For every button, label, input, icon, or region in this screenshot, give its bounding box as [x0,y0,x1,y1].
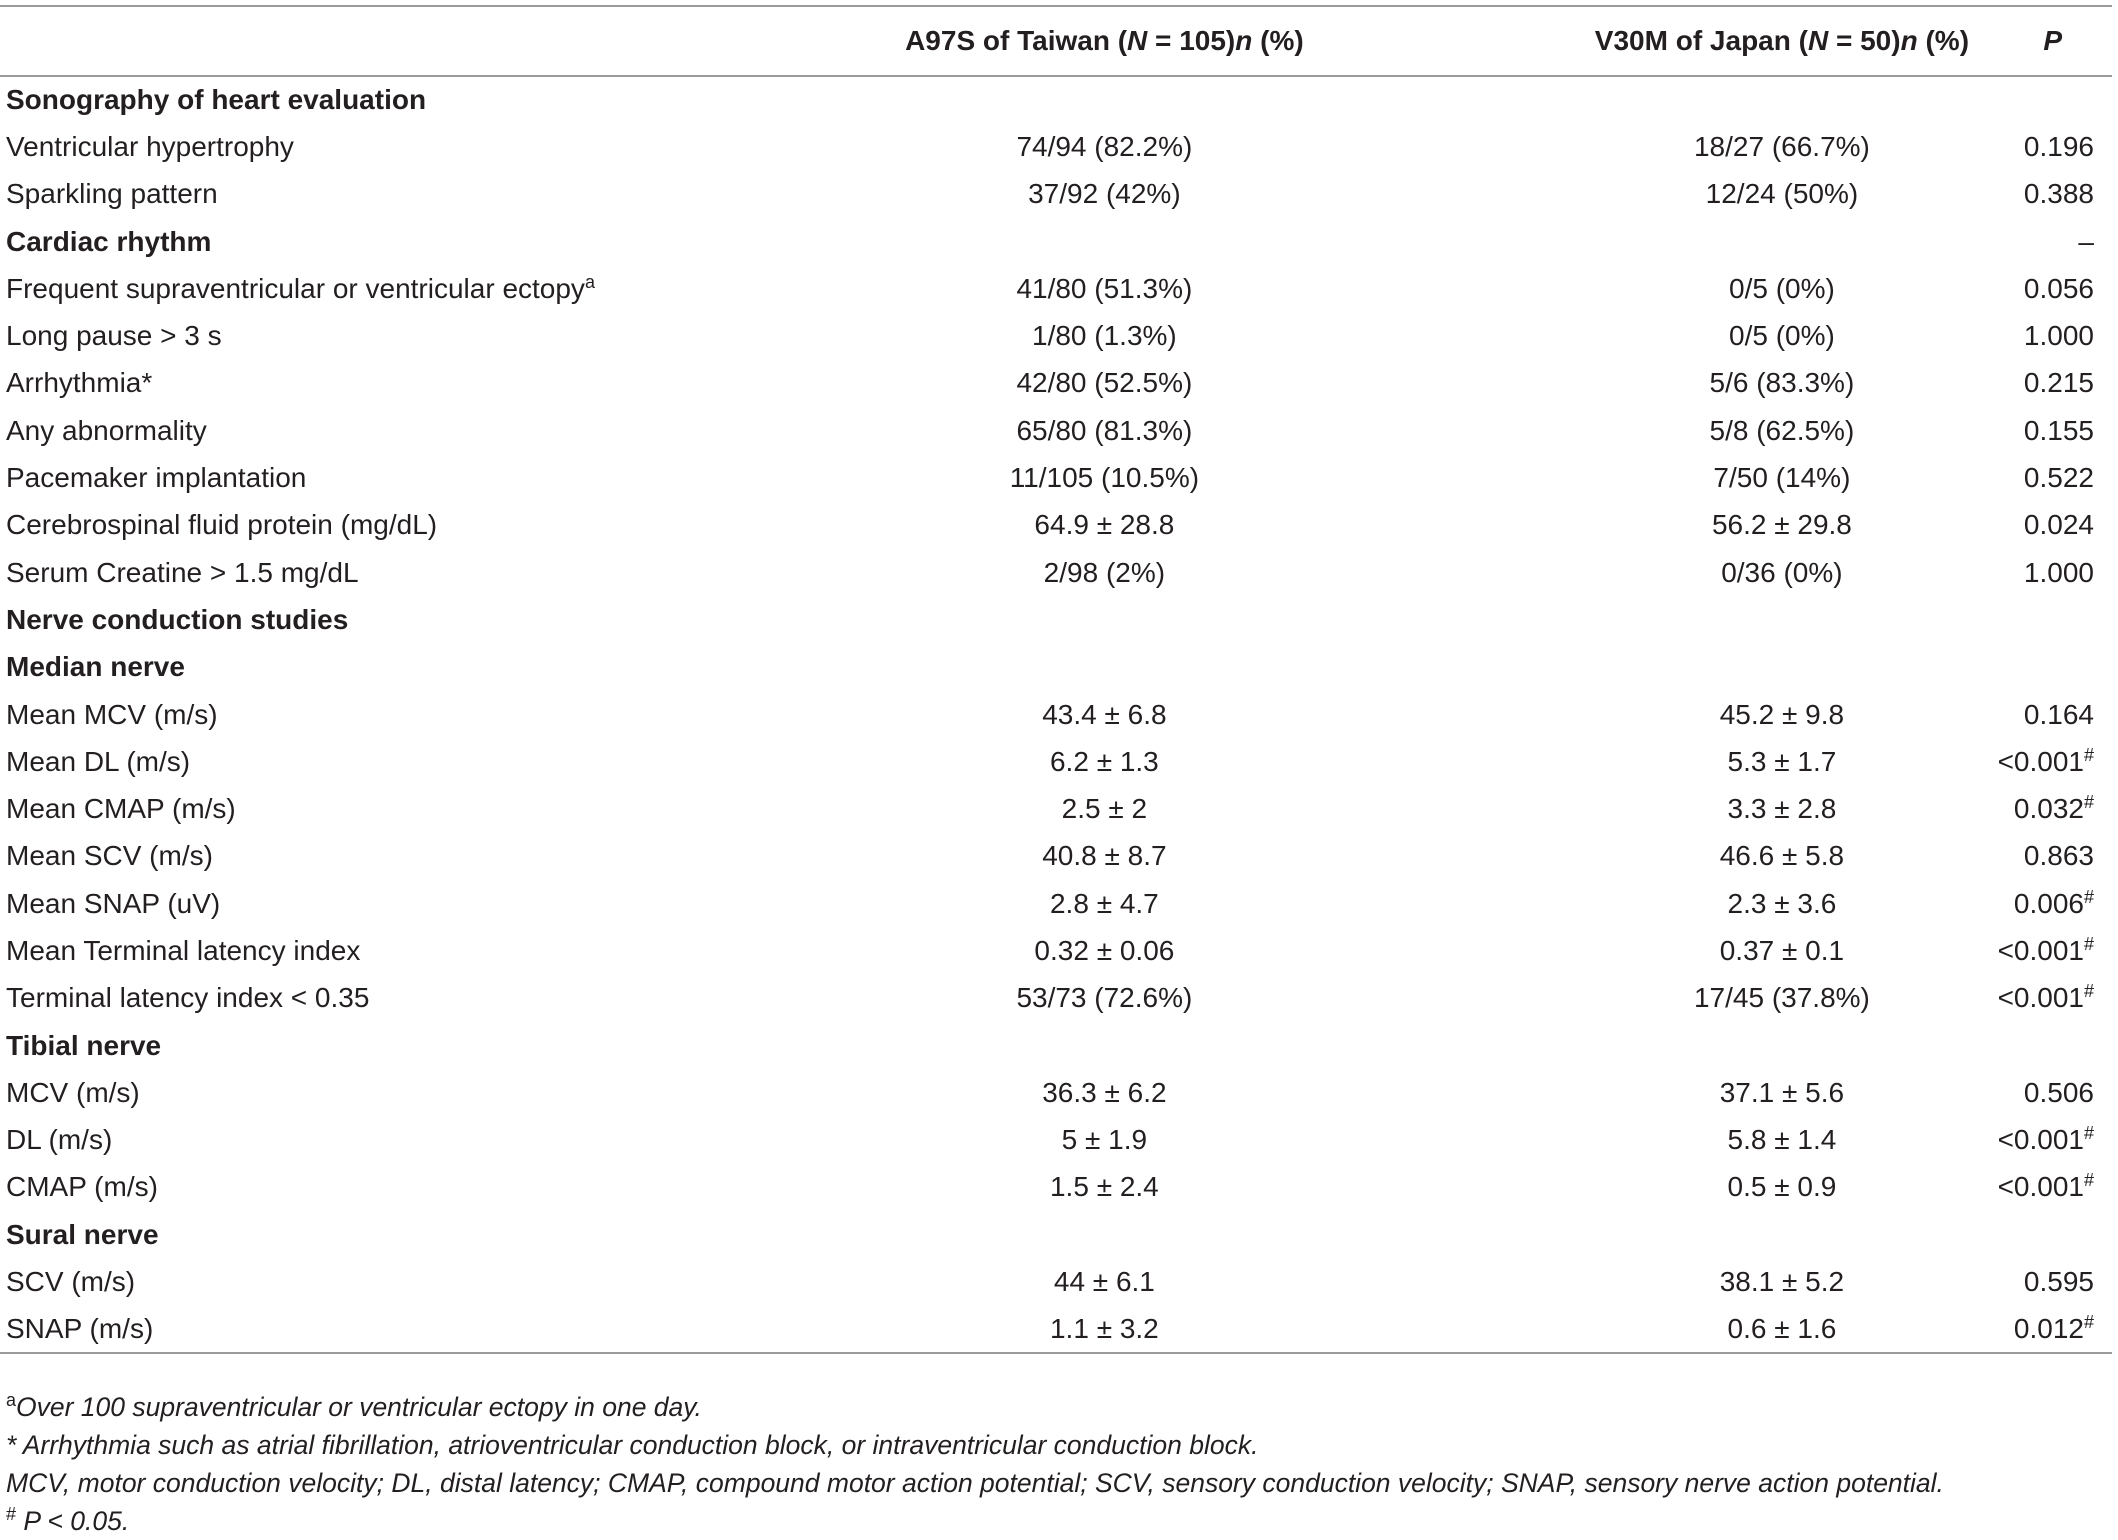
section-heading [0,596,643,643]
p-value-text: 1.000 [2023,556,2094,588]
japan-value: 38.1 ± 5.2 [1719,1266,1845,1298]
header-p-text: P [2043,25,2062,56]
row-label-text: Cardiac rhythm [6,225,212,257]
p-value [1998,1022,2112,1069]
section-row [0,1022,2112,1069]
row-label-text: Sparkling pattern [6,178,218,210]
table-row [0,171,2112,218]
footnote-marker: a [6,1390,17,1410]
p-value [1998,312,2112,359]
japan-value: 18/27 (66.7%) [1693,130,1870,162]
footnote-marker: a [584,271,595,292]
significance-marker: # [2083,1123,2094,1144]
p-value [1998,171,2112,218]
p-value [1998,927,2112,974]
taiwan-value [643,644,1447,691]
section-heading [0,1022,643,1069]
japan-value: 17/45 (37.8%) [1693,982,1870,1014]
table-footnotes [6,1388,1944,1540]
taiwan-value: 37/92 (42%) [1028,178,1181,210]
taiwan-value: 11/105 (10.5%) [1009,462,1200,494]
results-table [0,5,2112,1354]
footnote-text: Over 100 supraventricular or ventricular ectopy in one day. [16,1392,702,1422]
p-value [1998,218,2112,265]
p-value-text: 0.506 [2023,1076,2094,1108]
significance-marker: # [2083,744,2094,765]
p-value [1998,596,2112,643]
p-value-text: 0.155 [2023,414,2094,446]
japan-value [1446,218,1997,265]
p-value [1998,549,2112,596]
row-label [0,738,643,785]
taiwan-value: 42/80 (52.5%) [1016,367,1193,399]
taiwan-value [643,1022,1447,1069]
row-label [0,123,643,170]
row-label [0,785,643,832]
p-value [1998,360,2112,407]
japan-value: 5.8 ± 1.4 [1727,1124,1837,1156]
taiwan-value: 5 ± 1.9 [1061,1124,1148,1156]
table-row [0,691,2112,738]
taiwan-value: 44 ± 6.1 [1053,1266,1155,1298]
section-row [0,596,2112,643]
p-value-text: 1.000 [2023,320,2094,352]
table-header [0,6,2112,76]
japan-value: 12/24 (50%) [1705,178,1859,210]
japan-value [1446,1211,1997,1258]
p-value-text: 0.388 [2023,178,2094,210]
japan-value [1446,596,1997,643]
row-label-text: Sonography of heart evaluation [6,84,427,116]
row-label-text: Mean MCV (m/s) [6,698,218,730]
row-label [0,502,643,549]
row-label [0,549,643,596]
footnote-marker: # [6,1504,17,1524]
p-value [1998,1258,2112,1305]
taiwan-value: 1.5 ± 2.4 [1049,1171,1159,1203]
taiwan-value [643,1211,1447,1258]
p-value-text: 0.032 [2013,793,2084,825]
p-value [1998,123,2112,170]
section-heading [0,218,643,265]
taiwan-value: 74/94 (82.2%) [1016,130,1193,162]
taiwan-value: 2/98 (2%) [1043,556,1166,588]
taiwan-value: 2.5 ± 2 [1061,793,1148,825]
japan-value: 7/50 (14%) [1713,462,1851,494]
significance-marker: # [2083,1170,2094,1191]
footnote-text: MCV, motor conduction velocity; DL, distal latency; CMAP, compound motor action potential; SCV, sensory conduction velocity; SNAP, sensory nerve action potential. [6,1468,1944,1498]
p-value [1998,975,2112,1022]
row-label-text: Mean Terminal latency index [6,934,361,966]
row-label-text: Sural nerve [6,1218,159,1250]
table-row [0,549,2112,596]
p-value [1998,1069,2112,1116]
section-heading [0,1211,643,1258]
p-value [1998,1164,2112,1211]
taiwan-value: 2.8 ± 4.7 [1049,887,1159,919]
japan-value [1446,1022,1997,1069]
taiwan-value [643,218,1447,265]
row-label-text: Mean SNAP (uV) [6,887,221,919]
row-label [0,312,643,359]
p-value [1998,265,2112,312]
p-value-text: 0.012 [2013,1312,2084,1344]
p-value-text: <0.001 [1997,934,2084,966]
row-label-text: Long pause > 3 s [6,320,222,352]
header-japan-column [1446,6,1997,76]
section-row [0,644,2112,691]
p-value-text: <0.001 [1997,745,2084,777]
table-row [0,1306,2112,1353]
japan-value: 2.3 ± 3.6 [1727,887,1837,919]
row-label-text: Ventricular hypertrophy [6,130,294,162]
section-heading [0,644,643,691]
p-value [1998,833,2112,880]
table-row [0,454,2112,501]
p-value [1998,407,2112,454]
row-label [0,1117,643,1164]
taiwan-value: 40.8 ± 8.7 [1042,840,1167,872]
row-label-text: SNAP (m/s) [6,1312,154,1344]
row-label-text: Frequent supraventricular or ventricular ectopy [6,272,585,304]
row-label [0,407,643,454]
row-label [0,833,643,880]
p-value [1998,1117,2112,1164]
significance-marker: # [2083,886,2094,907]
row-label-text: Mean DL (m/s) [6,745,191,777]
taiwan-value: 0.32 ± 0.06 [1034,934,1175,966]
row-label [0,360,643,407]
row-label [0,1306,643,1353]
table-row [0,312,2112,359]
japan-value: 45.2 ± 9.8 [1719,698,1845,730]
row-label-text: Terminal latency index < 0.35 [6,982,370,1014]
p-value-text: 0.215 [2023,367,2094,399]
table-row [0,123,2112,170]
japan-value: 0.5 ± 0.9 [1727,1171,1837,1203]
table-row [0,1069,2112,1116]
row-label-text: Median nerve [6,651,185,683]
row-label [0,265,643,312]
table-row [0,265,2112,312]
significance-marker: # [2083,1311,2094,1332]
footnote [6,1426,1944,1464]
p-value-text: 0.164 [2023,698,2094,730]
header-p-column [1998,6,2112,76]
japan-value: 3.3 ± 2.8 [1727,793,1837,825]
p-value-text: 0.056 [2023,272,2094,304]
row-label-text: Tibial nerve [6,1029,162,1061]
header-taiwan-column [643,6,1447,76]
table-body [0,76,2112,1353]
table-row [0,407,2112,454]
table-row [0,502,2112,549]
footnote [6,1464,1944,1502]
row-label [0,927,643,974]
table-row [0,1258,2112,1305]
taiwan-value: 36.3 ± 6.2 [1042,1076,1167,1108]
section-row [0,1211,2112,1258]
japan-value: 0/5 (0%) [1729,272,1835,304]
p-value-text: – [2078,225,2094,257]
p-value [1998,1211,2112,1258]
row-label-text: CMAP (m/s) [6,1171,158,1203]
taiwan-value: 43.4 ± 6.8 [1042,698,1167,730]
footnote-text: * Arrhythmia such as atrial fibrillation, atrioventricular conduction block, or intraventricular conduction block. [6,1430,1259,1460]
row-label-text: Arrhythmia* [6,367,153,399]
significance-marker: # [2083,792,2094,813]
footnote-text: P < 0.05. [16,1506,130,1536]
section-row [0,76,2112,123]
p-value-text: <0.001 [1997,982,2084,1014]
row-label [0,975,643,1022]
japan-value: 0/36 (0%) [1721,556,1843,588]
header-label-column [0,6,643,76]
japan-value [1446,644,1997,691]
taiwan-value: 53/73 (72.6%) [1016,982,1193,1014]
footnote [6,1388,1944,1426]
table-row [0,975,2112,1022]
japan-value: 0.6 ± 1.6 [1727,1312,1837,1344]
header-row [0,6,2112,76]
row-label [0,880,643,927]
taiwan-value: 1/80 (1.3%) [1032,320,1177,352]
taiwan-value: 64.9 ± 28.8 [1034,509,1175,541]
row-label-text: Nerve conduction studies [6,603,349,635]
row-label [0,171,643,218]
row-label [0,454,643,501]
header-japan-text: V30M of Japan (N = 50)n (%) [1594,25,1970,56]
p-value [1998,880,2112,927]
row-label [0,1164,643,1211]
japan-value: 37.1 ± 5.6 [1719,1076,1845,1108]
significance-marker: # [2083,933,2094,954]
p-value-text: 0.522 [2023,462,2094,494]
section-heading [0,76,643,123]
row-label-text: Cerebrospinal fluid protein (mg/dL) [6,509,438,541]
table-row [0,880,2112,927]
japan-value: 5/6 (83.3%) [1709,367,1855,399]
row-label-text: Mean SCV (m/s) [6,840,213,872]
p-value [1998,454,2112,501]
table-row [0,1164,2112,1211]
row-label-text: MCV (m/s) [6,1076,140,1108]
row-label-text: DL (m/s) [6,1124,113,1156]
japan-value: 5.3 ± 1.7 [1727,745,1837,777]
japan-value: 5/8 (62.5%) [1709,414,1855,446]
p-value-text: 0.595 [2023,1266,2094,1298]
taiwan-value [643,76,1447,123]
table-row [0,738,2112,785]
p-value [1998,502,2112,549]
japan-value: 0/5 (0%) [1729,320,1835,352]
taiwan-value: 65/80 (81.3%) [1016,414,1193,446]
row-label [0,1258,643,1305]
row-label-text: Pacemaker implantation [6,462,307,494]
p-value [1998,738,2112,785]
p-value [1998,76,2112,123]
p-value-text: <0.001 [1997,1124,2084,1156]
taiwan-value [643,596,1447,643]
japan-value: 56.2 ± 29.8 [1711,509,1852,541]
row-label-text: Serum Creatine > 1.5 mg/dL [6,556,359,588]
row-label-text: SCV (m/s) [6,1266,136,1298]
row-label [0,1069,643,1116]
p-value [1998,1306,2112,1353]
taiwan-value: 41/80 (51.3%) [1016,272,1193,304]
table-row [0,927,2112,974]
p-value [1998,691,2112,738]
japan-value: 0.37 ± 0.1 [1719,934,1845,966]
row-label-text: Mean CMAP (m/s) [6,793,236,825]
p-value-text: <0.001 [1997,1171,2084,1203]
significance-marker: # [2083,981,2094,1002]
p-value [1998,785,2112,832]
header-taiwan-text: A97S of Taiwan (N = 105)n (%) [905,25,1304,56]
p-value-text: 0.196 [2023,130,2094,162]
taiwan-value: 6.2 ± 1.3 [1049,745,1159,777]
japan-value: 46.6 ± 5.8 [1719,840,1845,872]
p-value-text: 0.024 [2023,509,2094,541]
row-label-text: Any abnormality [6,414,207,446]
table-row [0,1117,2112,1164]
japan-value [1446,76,1997,123]
table-row [0,833,2112,880]
p-value-text: 0.863 [2023,840,2094,872]
row-label [0,691,643,738]
table-row [0,360,2112,407]
table-row [0,785,2112,832]
p-value [1998,644,2112,691]
p-value-text: 0.006 [2013,887,2084,919]
taiwan-value: 1.1 ± 3.2 [1049,1312,1159,1344]
section-row [0,218,2112,265]
footnote [6,1502,1944,1540]
